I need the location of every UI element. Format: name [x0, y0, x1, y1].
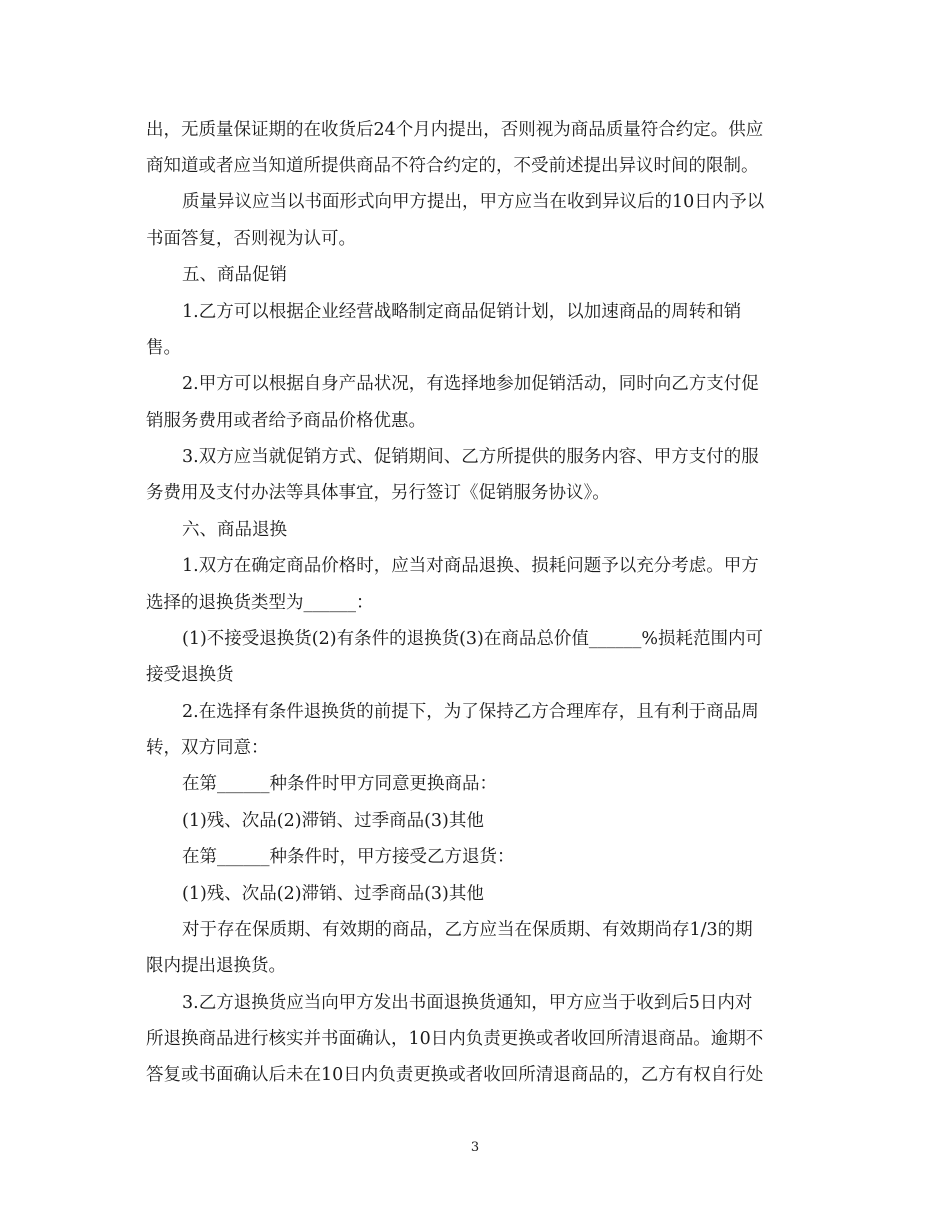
body-line: 售。 — [146, 338, 181, 358]
body-line: (1)不接受退换货(2)有条件的退换货(3)在商品总价值______%损耗范围内可 — [182, 629, 763, 649]
body-line: 1.乙方可以根据企业经营战略制定商品促销计划，以加速商品的周转和销 — [182, 302, 742, 322]
body-line: 所退换商品进行核实并书面确认，10日内负责更换或者收回所清退商品。逾期不 — [146, 1029, 764, 1049]
body-line: 在第______种条件时，甲方接受乙方退货： — [182, 847, 515, 867]
body-line: 3.乙方退换货应当向甲方发出书面退换货通知，甲方应当于收到后5日内对 — [182, 993, 753, 1013]
body-line: 限内提出退换货。 — [146, 956, 286, 976]
body-line: 在第______种条件时甲方同意更换商品： — [182, 774, 497, 794]
body-line: 答复或书面确认后未在10日内负责更换或者收回所清退商品的，乙方有权自行处 — [146, 1065, 764, 1085]
body-line: (1)残、次品(2)滞销、过季商品(3)其他 — [182, 884, 484, 904]
section-heading: 五、商品促销 — [182, 265, 287, 285]
body-line: 转，双方同意： — [146, 738, 269, 758]
body-line: (1)残、次品(2)滞销、过季商品(3)其他 — [182, 811, 484, 831]
body-line: 2.在选择有条件退换货的前提下，为了保持乙方合理库存，且有利于商品周 — [182, 702, 759, 722]
body-line: 2.甲方可以根据自身产品状况，有选择地参加促销活动，同时向乙方支付促 — [182, 374, 759, 394]
body-line: 销服务费用或者给予商品价格优惠。 — [146, 411, 426, 431]
body-line: 接受退换货 — [146, 665, 234, 685]
body-line: 对于存在保质期、有效期的商品，乙方应当在保质期、有效期尚存1/3的期 — [182, 920, 753, 940]
body-line: 1.双方在确定商品价格时，应当对商品退换、损耗问题予以充分考虑。甲方 — [182, 556, 759, 576]
body-line: 务费用及支付办法等具体事宜，另行签订《促销服务协议》。 — [146, 483, 610, 503]
body-line: 3.双方应当就促销方式、促销期间、乙方所提供的服务内容、甲方支付的服 — [182, 447, 759, 467]
section-heading: 六、商品退换 — [182, 520, 287, 540]
body-line: 选择的退换货类型为______： — [146, 593, 374, 613]
body-line: 商知道或者应当知道所提供商品不符合约定的，不受前述提出异议时间的限制。 — [146, 156, 759, 176]
body-line: 质量异议应当以书面形式向甲方提出，甲方应当在收到异议后的10日内予以 — [182, 192, 765, 212]
body-line: 书面答复，否则视为认可。 — [146, 229, 356, 249]
body-line: 出，无质量保证期的在收货后24个月内提出，否则视为商品质量符合约定。供应 — [146, 120, 764, 140]
page-number: 3 — [470, 1140, 480, 1155]
